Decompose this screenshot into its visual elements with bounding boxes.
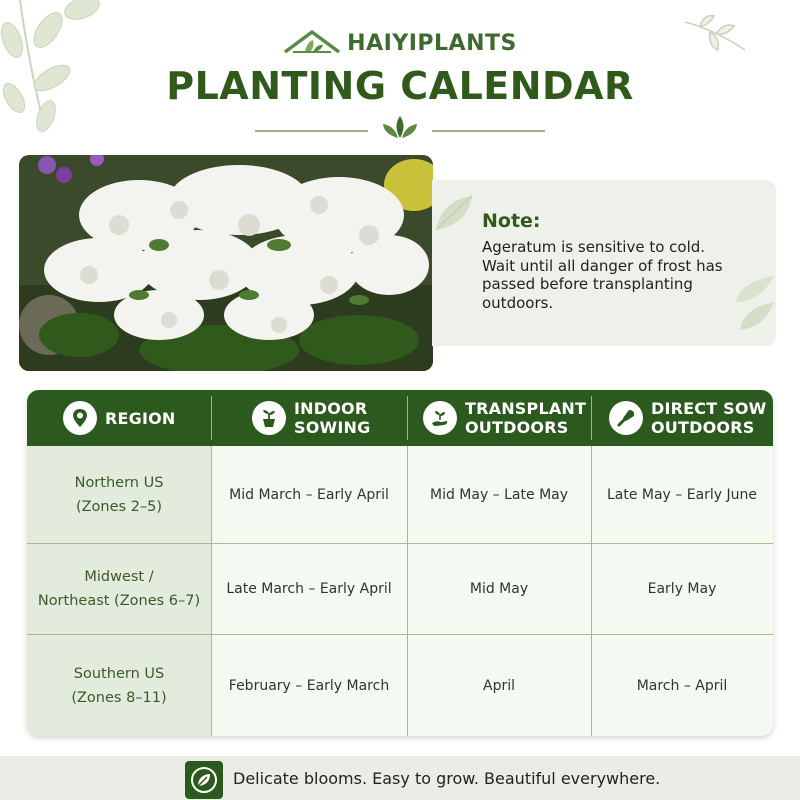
brand-header (0, 26, 800, 60)
header-label-line: OUTDOORS (651, 418, 755, 437)
brand-name: HAIYIPLANTS (347, 30, 517, 56)
header-divider (407, 396, 408, 440)
transplant-cell: Mid May – Late May (429, 486, 569, 503)
header-label-line: SOWING (294, 418, 371, 437)
trowel-icon (609, 401, 643, 435)
direct-sow-cell: Late May – Early June (606, 486, 758, 503)
region-cell (27, 446, 211, 543)
header-label: REGION (105, 408, 176, 428)
page-title: PLANTING CALENDAR (166, 64, 634, 108)
transplant-cell: Mid May (469, 581, 529, 597)
indoor-sowing-cell: February – Early March (228, 677, 390, 694)
header-direct-sow-outdoors (609, 390, 769, 446)
direct-sow-cell: Early May (647, 581, 717, 597)
header-label-line: OUTDOORS (465, 418, 569, 437)
decorative-leaf (432, 190, 476, 236)
table-row (27, 446, 773, 543)
region-name: Midwest / (84, 569, 154, 585)
leaf-circle-icon (185, 761, 223, 799)
potted-seedling-icon (252, 401, 286, 435)
indoor-sowing-cell: Mid March – Early April (229, 486, 389, 503)
header-divider (591, 396, 592, 440)
region-zones: Northeast (Zones 6–7) (37, 593, 201, 609)
note-text (482, 238, 752, 312)
header-label-line: DIRECT SOW (651, 399, 767, 418)
header-label (294, 399, 370, 437)
region-name: Southern US (73, 665, 165, 682)
hand-sprout-icon (423, 401, 457, 435)
region-zones: (Zones 8–11) (71, 689, 167, 706)
transplant-cell: April (483, 677, 515, 694)
title-divider (250, 114, 550, 140)
header-region (63, 390, 213, 446)
note-line: Wait until all danger of frost has (482, 256, 723, 275)
house-roof-leaf-logo (283, 28, 341, 58)
note-title: Note: (482, 210, 541, 232)
table-header (27, 390, 773, 446)
column-divider (211, 446, 212, 736)
column-divider (407, 446, 408, 736)
region-zones: (Zones 2–5) (75, 498, 163, 515)
header-label-line: TRANSPLANT (465, 399, 587, 418)
header-label (465, 399, 586, 437)
region-name: Northern US (74, 474, 164, 491)
direct-sow-cell: March – April (636, 677, 728, 694)
region-cell (27, 544, 211, 634)
footer-tagline: Delicate blooms. Easy to grow. Beautiful everywhere. (233, 769, 661, 788)
indoor-sowing-cell: Late March – Early April (226, 581, 392, 597)
header-transplant-outdoors (423, 390, 593, 446)
ageratum-photo (19, 155, 433, 371)
header-label (651, 399, 766, 437)
row-divider (27, 634, 773, 635)
column-divider (591, 446, 592, 736)
note-line: outdoors. (482, 293, 554, 312)
header-label-line: INDOOR (294, 399, 368, 418)
note-line: Ageratum is sensitive to cold. (482, 238, 706, 256)
location-pin-icon (63, 401, 97, 435)
table-row (27, 544, 773, 634)
row-divider (27, 543, 773, 544)
note-line: passed before transplanting (482, 275, 693, 293)
table-row (27, 635, 773, 736)
header-indoor-sowing (252, 390, 407, 446)
region-cell (27, 635, 211, 736)
planting-table (27, 390, 773, 736)
header-divider (211, 396, 212, 440)
